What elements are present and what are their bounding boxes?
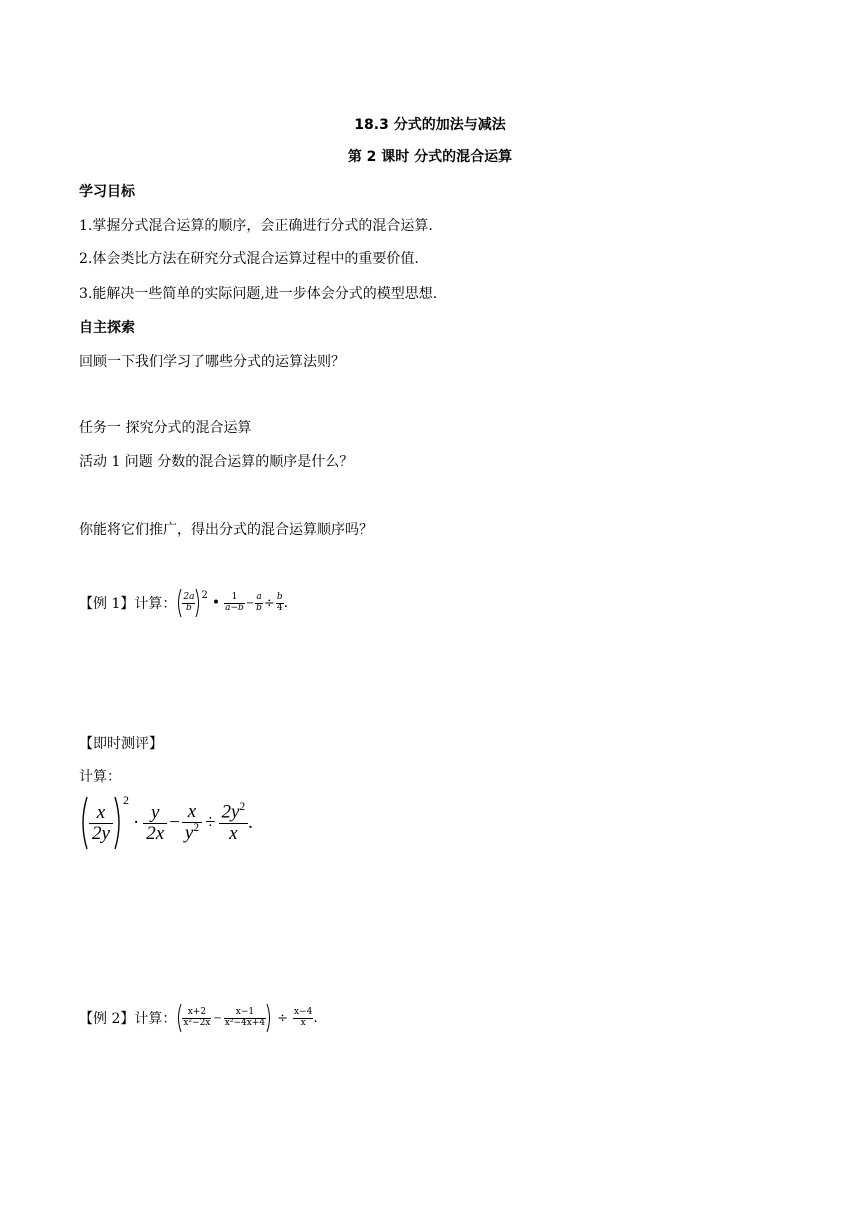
task-one-label: 任务一 探究分式的混合运算 [79, 420, 252, 436]
fraction-denominator: a−b [225, 602, 244, 613]
example-1-label: 【例 1】计算： [79, 596, 177, 612]
fraction-denominator: b [186, 602, 192, 613]
example-1 [79, 583, 288, 623]
exponent: 2 [239, 801, 246, 814]
quiz-label: 【即时测评】 [79, 736, 163, 752]
divide-sign: ÷ [205, 812, 216, 833]
minus-sign: − [213, 1012, 222, 1024]
objective-item: 1.掌握分式混合运算的顺序，会正确进行分式的混合运算. [79, 218, 433, 234]
generalize-question: 你能将它们推广，得出分式的混合运算顺序吗？ [79, 522, 373, 538]
multiply-dot: • [211, 595, 221, 611]
fraction-numerator: a [256, 592, 262, 603]
fraction-denominator: 2x [146, 822, 165, 844]
fraction-numerator [219, 802, 249, 823]
left-paren [79, 795, 89, 851]
objective-item: 2.体会类比方法在研究分式混合运算过程中的重要价值. [79, 251, 419, 267]
fraction-denominator: x²−2x [183, 1017, 211, 1028]
fraction-denominator: x²−4x+4 [224, 1017, 266, 1028]
example-2 [79, 998, 318, 1038]
divide-sign: ÷ [263, 595, 275, 611]
lesson-title: 第 2 课时 分式的混合运算 [347, 149, 513, 165]
base: 2y [221, 801, 240, 823]
base: y [184, 822, 194, 844]
quiz-prompt: 计算： [79, 769, 121, 785]
period: . [283, 595, 289, 611]
fraction-numerator: b [276, 592, 283, 603]
minus-sign: − [245, 597, 255, 609]
divide-sign: ÷ [277, 1010, 288, 1026]
activity-one-question: 活动 1 问题 分数的混合运算的顺序是什么？ [79, 454, 354, 470]
multiply-dot: · [132, 812, 140, 833]
fraction-numerator: x−1 [224, 1008, 266, 1018]
fraction-numerator: x+2 [182, 1008, 211, 1018]
explore-heading: 自主探索 [79, 320, 135, 336]
quiz-formula [79, 793, 253, 853]
fraction-numerator: x−4 [293, 1007, 313, 1018]
fraction-numerator: 2a [183, 592, 195, 603]
fraction-numerator: y [143, 803, 167, 824]
fraction-denominator: 2y [92, 822, 110, 844]
fraction-denominator [182, 823, 202, 843]
exponent: 2 [201, 590, 208, 601]
example-2-label: 【例 2】计算： [79, 1011, 177, 1027]
period: . [313, 1010, 318, 1026]
period: . [248, 812, 253, 833]
objective-item: 3.能解决一些简单的实际问题,进一步体会分式的模型思想. [79, 286, 438, 302]
fraction-numerator: x [89, 803, 113, 824]
right-paren [266, 1003, 272, 1033]
fraction-numerator: x [182, 802, 202, 823]
section-title: 18.3 分式的加法与减法 [354, 117, 506, 133]
objectives-heading: 学习目标 [79, 184, 135, 200]
fraction-denominator: x [300, 1017, 306, 1028]
right-paren [113, 795, 123, 851]
example-2-formula [176, 1003, 317, 1033]
minus-sign: − [169, 812, 180, 833]
example-1-formula [176, 588, 288, 618]
fraction-denominator: x [229, 822, 238, 844]
exponent: 2 [122, 793, 129, 807]
review-question: 回顾一下我们学习了哪些分式的运算法则？ [79, 354, 345, 370]
fraction-numerator: 1 [224, 593, 245, 603]
fraction-denominator: 4 [276, 602, 283, 613]
exponent: 2 [193, 822, 200, 835]
fraction-denominator: b [256, 602, 262, 613]
